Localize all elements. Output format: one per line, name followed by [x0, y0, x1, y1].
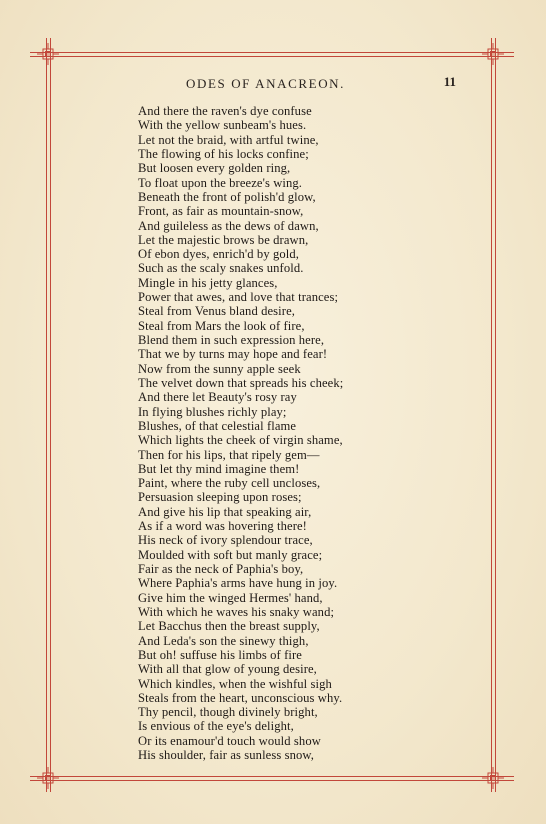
border-left-outer	[46, 38, 47, 792]
poem-line: As if a word was hovering there!	[138, 519, 307, 534]
poem-line: Thy pencil, though divinely bright,	[138, 705, 318, 720]
poem-line: And guileless as the dews of dawn,	[138, 218, 319, 233]
poem-line: Or its enamour'd touch would show	[138, 733, 321, 748]
corner-ornament-icon	[482, 767, 504, 789]
border-top-inner	[30, 56, 514, 57]
poem-line: Of ebon dyes, enrich'd by gold,	[138, 247, 300, 262]
poem-line: Paint, where the ruby cell uncloses,	[138, 476, 321, 491]
poem-line: Persuasion sleeping upon roses;	[138, 490, 302, 505]
poem-line: Let Bacchus then the breast supply,	[138, 619, 320, 634]
poem-line: Which lights the cheek of virgin shame,	[138, 433, 343, 448]
poem-line: Is envious of the eye's delight,	[138, 719, 294, 734]
poem-line: Then for his lips, that ripely gem—	[138, 447, 320, 462]
poem-line: With the yellow sunbeam's hues.	[138, 118, 307, 133]
border-bottom-outer	[30, 776, 514, 777]
poem-line: Front, as fair as mountain-snow,	[138, 204, 304, 219]
poem-line: And give his lip that speaking air,	[138, 504, 312, 519]
poem-line: But let thy mind imagine them!	[138, 461, 300, 476]
poem-line: Which kindles, when the wishful sigh	[138, 676, 332, 691]
poem-line: His shoulder, fair as sunless snow,	[138, 748, 315, 763]
poem-line: Fair as the neck of Paphia's boy,	[138, 562, 304, 576]
poem-line: And there the raven's dye confuse	[138, 104, 312, 118]
poem-line: Let not the braid, with artful twine,	[138, 132, 319, 147]
poem-line: With which he waves his snaky wand;	[138, 604, 335, 619]
poem-line: His neck of ivory splendour trace,	[138, 533, 313, 548]
page-header	[60, 74, 486, 96]
poem-line: Steals from the heart, unconscious why.	[138, 690, 343, 705]
poem-line: With all that glow of young desire,	[138, 662, 317, 677]
border-bottom-inner	[30, 780, 514, 781]
corner-ornament-icon	[37, 43, 59, 65]
corner-ornament-icon	[482, 43, 504, 65]
poem-text	[138, 104, 438, 762]
poem-line: Beneath the front of polish'd glow,	[138, 189, 316, 204]
poem-line: Such as the scaly snakes unfold.	[138, 261, 304, 276]
poem-line: The flowing of his locks confine;	[138, 146, 309, 161]
poem-line: To float upon the breeze's wing.	[138, 175, 303, 190]
page-number: 11	[443, 74, 456, 89]
poem-line: But oh! suffuse his limbs of fire	[138, 647, 302, 662]
poem-line: But loosen every golden ring,	[138, 161, 291, 176]
poem-line: Blushes, of that celestial flame	[138, 418, 297, 433]
poem-line: Power that awes, and love that trances;	[138, 290, 339, 305]
border-right-outer	[491, 38, 492, 792]
poem-line: That we by turns may hope and fear!	[138, 347, 328, 362]
border-left-inner	[50, 38, 51, 792]
poem-line: Moulded with soft but manly grace;	[138, 547, 323, 562]
poem-line: The velvet down that spreads his cheek;	[138, 375, 344, 390]
poem-line: Mingle in his jetty glances,	[138, 275, 278, 290]
running-title: ODES OF ANACREON.	[186, 76, 346, 91]
poem-line: And there let Beauty's rosy ray	[138, 390, 297, 405]
poem-line: Steal from Venus bland desire,	[138, 304, 296, 319]
corner-ornament-icon	[37, 767, 59, 789]
poem-line: In flying blushes richly play;	[138, 404, 287, 419]
poem-line: Blend them in such expression here,	[138, 333, 325, 347]
border-right-inner	[495, 38, 496, 792]
border-top-outer	[30, 52, 514, 53]
poem-line: Let the majestic brows be drawn,	[138, 232, 309, 247]
poem-line: Now from the sunny apple seek	[138, 361, 301, 376]
poem-line: Steal from Mars the look of fire,	[138, 318, 305, 333]
poem-line: Give him the winged Hermes' hand,	[138, 590, 323, 605]
poem-line: And Leda's son the sinewy thigh,	[138, 633, 309, 648]
poem-line: Where Paphia's arms have hung in joy.	[138, 576, 338, 591]
